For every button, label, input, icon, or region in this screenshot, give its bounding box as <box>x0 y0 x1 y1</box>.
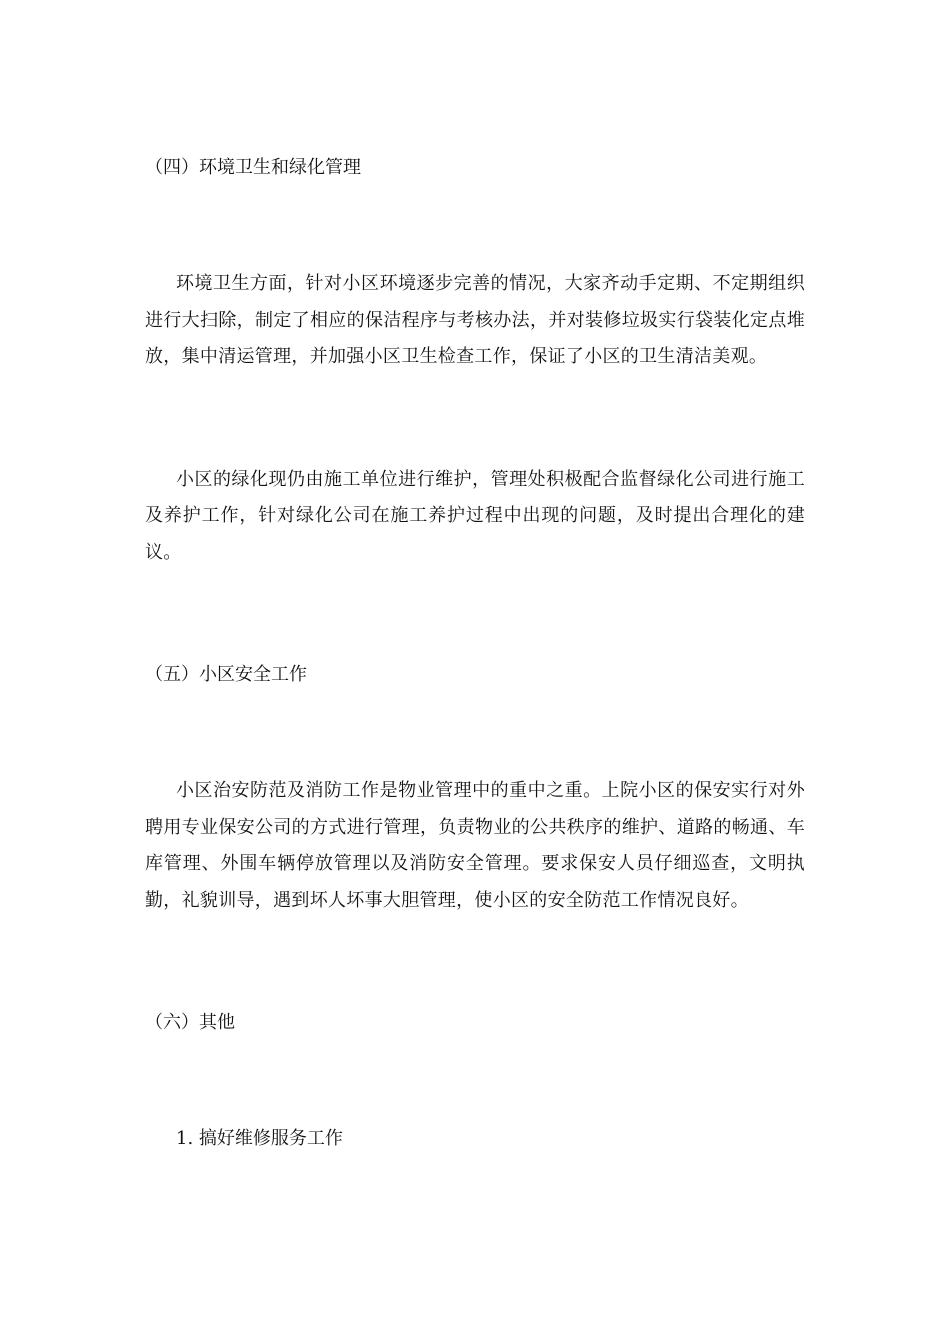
spacer <box>145 186 805 266</box>
paragraph-greening: 小区的绿化现仍由施工单位进行维护，管理处积极配合监督绿化公司进行施工及养护工作，针对绿化公司在施工养护过程中出现的问题，及时提出合理化的建议。 <box>145 468 805 563</box>
list-item-maintenance: 1. 搞好维修服务工作 <box>176 1128 343 1149</box>
document-content <box>145 150 805 1157</box>
spacer <box>145 1041 805 1121</box>
spacer <box>145 919 805 1005</box>
spacer <box>145 571 805 657</box>
section-heading-other: （六）其他 <box>145 1012 235 1033</box>
section-heading-security: （五）小区安全工作 <box>145 664 307 685</box>
paragraph-sanitation: 环境卫生方面，针对小区环境逐步完善的情况，大家齐动手定期、不定期组织进行大扫除，制定了相应的保洁程序与考核办法，并对装修垃圾实行袋装化定点堆放，集中清运管理，并加强小区卫生检查工作，保证了小区的卫生清洁美观。 <box>145 273 805 367</box>
section-heading-environment: （四）环境卫生和绿化管理 <box>145 157 361 178</box>
paragraph-security: 小区治安防范及消防工作是物业管理中的重中之重。上院小区的保安实行对外聘用专业保安公司的方式进行管理，负责物业的公共秩序的维护、道路的畅通、车库管理、外围车辆停放管理以及消防安全管理。要求保安人员仔细巡查，文明执勤，礼貌训导，遇到坏人坏事大胆管理，使小区的安全防范工作情况良好。 <box>145 780 805 911</box>
spacer <box>145 376 805 462</box>
spacer <box>145 693 805 773</box>
